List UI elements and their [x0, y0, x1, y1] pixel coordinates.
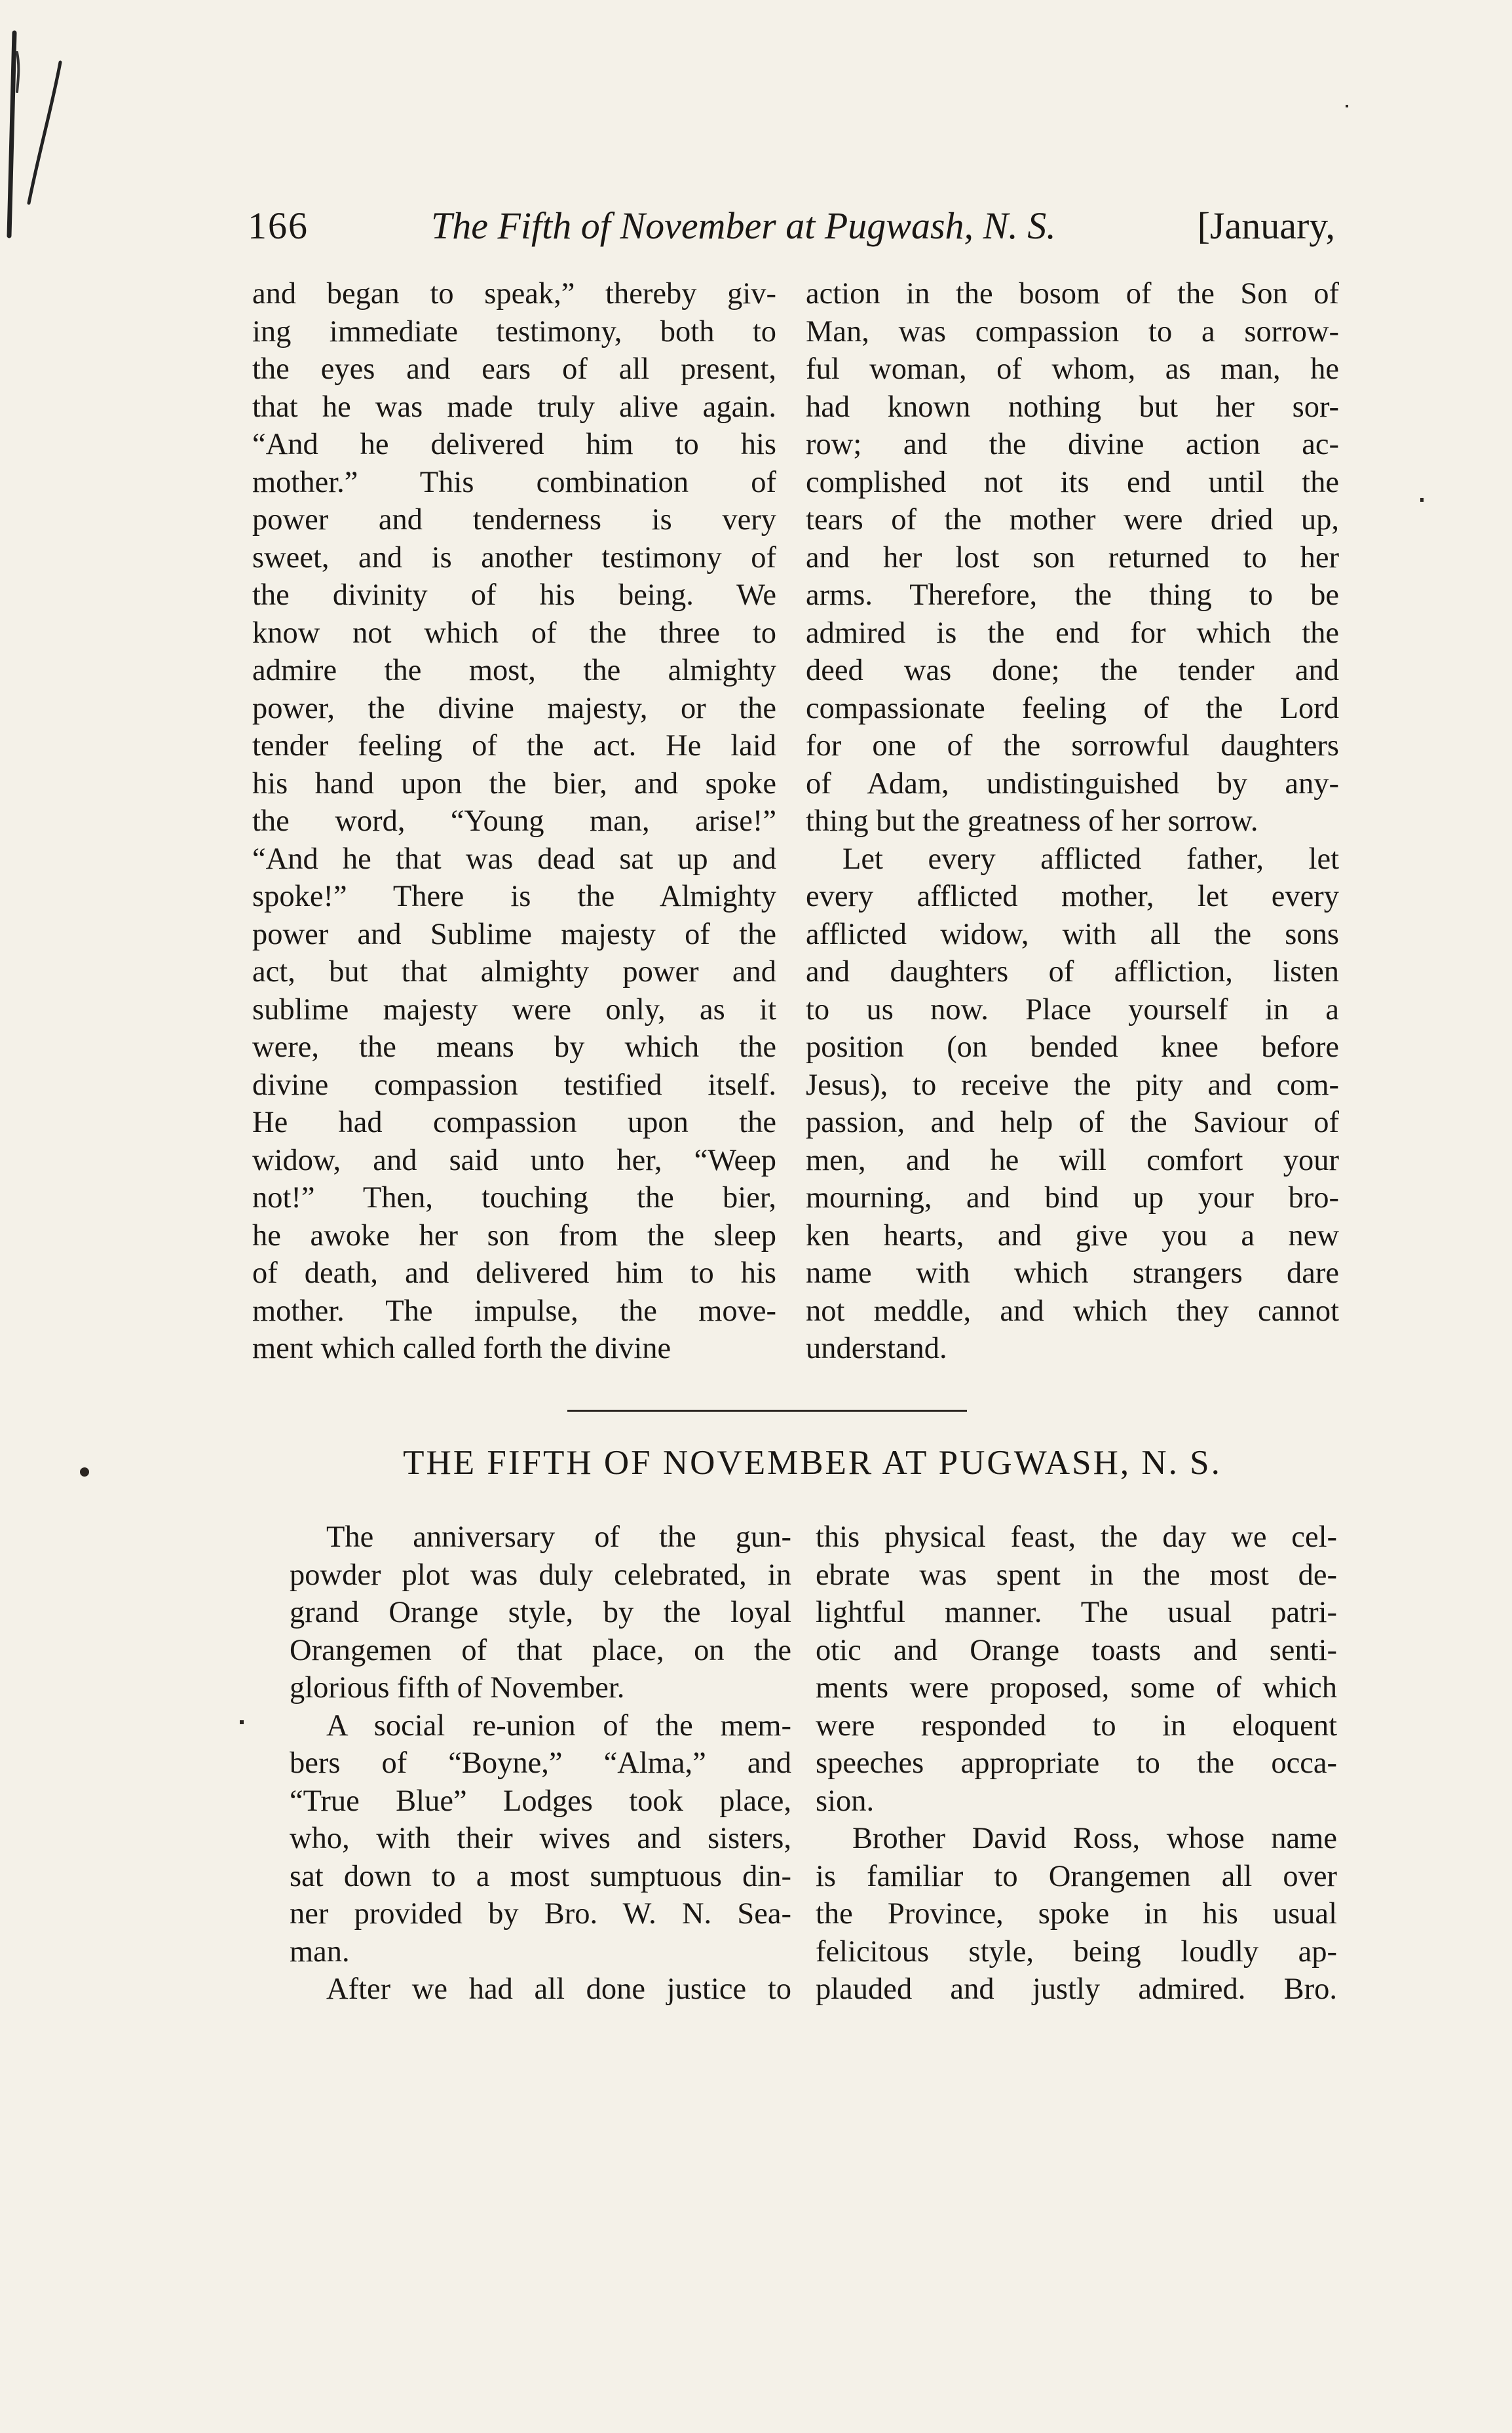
text-line: ebrate was spent in the most de-: [816, 1558, 1337, 1592]
text-line: ments were proposed, some of which: [816, 1671, 1337, 1705]
page-number: 166: [248, 204, 309, 247]
text-line: were, the means by which the: [252, 1030, 776, 1064]
text-line: sublime majesty were only, as it: [252, 992, 776, 1027]
header-month: [January,: [1197, 204, 1335, 247]
text-line: power and tenderness is very: [252, 503, 776, 537]
text-line: to us now. Place yourself in a: [806, 992, 1339, 1027]
margin-speck: [1420, 498, 1424, 502]
text-line: “True Blue” Lodges took place,: [290, 1784, 791, 1818]
text-line: ner provided by Bro. W. N. Sea-: [290, 1897, 791, 1931]
text-line: compassionate feeling of the Lord: [806, 691, 1339, 725]
text-line: his hand upon the bier, and spoke: [252, 766, 776, 801]
section-divider: [567, 1410, 967, 1412]
text-column-top-left: [252, 275, 776, 1368]
text-line: sat down to a most sumptuous din-: [290, 1859, 791, 1893]
text-line: men, and he will comfort your: [806, 1143, 1339, 1177]
margin-speck: [1346, 105, 1348, 107]
text-line: Jesus), to receive the pity and com-: [806, 1068, 1339, 1102]
text-line: speeches appropriate to the occa-: [816, 1746, 1337, 1780]
running-header: [248, 197, 1335, 255]
text-column-top-right: [806, 275, 1339, 1368]
text-line: this physical feast, the day we cel-: [816, 1520, 1337, 1554]
text-line: he awoke her son from the sleep: [252, 1218, 776, 1253]
text-line: the Province, spoke in his usual: [816, 1897, 1337, 1931]
text-line: deed was done; the tender and: [806, 654, 1339, 687]
text-line: power and Sublime majesty of the: [252, 917, 776, 951]
article-title: THE FIFTH OF NOVEMBER AT PUGWASH, N. S.: [403, 1444, 1222, 1482]
text-line: the divinity of his being. We: [252, 578, 776, 612]
text-line: Orangemen of that place, on the: [290, 1633, 791, 1667]
text-line: act, but that almighty power and: [252, 955, 776, 989]
text-line: arms. Therefore, the thing to be: [806, 578, 1339, 612]
text-line: were responded to in eloquent: [816, 1708, 1337, 1743]
text-line: of death, and delivered him to his: [252, 1256, 776, 1290]
text-line: ken hearts, and give you a new: [806, 1218, 1339, 1253]
text-line: Brother David Ross, whose name: [852, 1822, 1337, 1855]
text-line: of Adam, undistinguished by any-: [806, 766, 1339, 801]
text-line: admire the most, the almighty: [252, 654, 776, 687]
text-line: “And he that was dead sat up and: [252, 842, 776, 876]
text-line: glorious fifth of November.: [290, 1671, 625, 1705]
text-line: divine compassion testified itself.: [252, 1068, 776, 1102]
text-line: for one of the sorrowful daughters: [806, 729, 1339, 763]
text-line: not!” Then, touching the bier,: [252, 1181, 776, 1215]
text-line: spoke!” There is the Almighty: [252, 880, 776, 913]
text-line: action in the bosom of the Son of: [806, 277, 1339, 311]
text-column-bottom-left: [290, 1518, 791, 2009]
text-line: ful woman, of whom, as man, he: [806, 352, 1339, 386]
text-line: who, with their wives and sisters,: [290, 1822, 791, 1855]
text-line: tears of the mother were dried up,: [806, 503, 1339, 537]
text-line: A social re-union of the mem-: [326, 1708, 791, 1743]
text-line: row; and the divine action ac-: [806, 428, 1339, 461]
text-line: mother.” This combination of: [252, 465, 776, 499]
text-line: sweet, and is another testimony of: [252, 540, 776, 575]
text-line: and began to speak,” thereby giv-: [252, 277, 776, 311]
text-line: know not which of the three to: [252, 616, 776, 650]
text-line: that he was made truly alive again.: [252, 390, 776, 424]
text-line: After we had all done justice to: [326, 1972, 791, 2006]
text-line: position (on bended knee before: [806, 1030, 1339, 1064]
text-line: not meddle, and which they cannot: [806, 1294, 1339, 1328]
text-line: Man, was compassion to a sorrow-: [806, 314, 1339, 349]
text-line: admired is the end for which the: [806, 616, 1339, 650]
text-column-bottom-right: [816, 1518, 1337, 2009]
text-line: afflicted widow, with all the sons: [806, 917, 1339, 951]
text-line: thing but the greatness of her sorrow.: [806, 804, 1258, 838]
text-line: and daughters of affliction, listen: [806, 955, 1339, 989]
text-line: The anniversary of the gun-: [326, 1520, 791, 1554]
text-line: grand Orange style, by the loyal: [290, 1596, 791, 1629]
text-line: man.: [290, 1934, 350, 1969]
text-line: Let every afflicted father, let: [842, 842, 1339, 876]
text-line: felicitous style, being loudly ap-: [816, 1934, 1337, 1969]
text-line: the word, “Young man, arise!”: [252, 804, 776, 838]
running-title: The Fifth of November at Pugwash, N. S.: [431, 204, 1056, 247]
text-line: mother. The impulse, the move-: [252, 1294, 776, 1328]
text-line: powder plot was duly celebrated, in: [290, 1558, 791, 1592]
text-line: mourning, and bind up your bro-: [806, 1181, 1339, 1215]
text-line: complished not its end until the: [806, 465, 1339, 499]
text-line: power, the divine majesty, or the: [252, 691, 776, 725]
text-line: is familiar to Orangemen all over: [816, 1859, 1337, 1893]
margin-speck: [80, 1467, 89, 1477]
text-line: ment which called forth the divine: [252, 1332, 671, 1365]
text-line: lightful manner. The usual patri-: [816, 1596, 1337, 1629]
text-line: bers of “Boyne,” “Alma,” and: [290, 1746, 791, 1780]
text-line: had known nothing but her sor-: [806, 390, 1339, 424]
text-line: passion, and help of the Saviour of: [806, 1106, 1339, 1139]
text-line: name with which strangers dare: [806, 1256, 1339, 1290]
text-line: otic and Orange toasts and senti-: [816, 1633, 1337, 1667]
text-line: ing immediate testimony, both to: [252, 314, 776, 349]
text-line: understand.: [806, 1332, 947, 1365]
margin-speck: [240, 1720, 244, 1724]
text-line: and her lost son returned to her: [806, 540, 1339, 575]
text-line: He had compassion upon the: [252, 1106, 776, 1139]
text-line: tender feeling of the act. He laid: [252, 729, 776, 763]
text-line: widow, and said unto her, “Weep: [252, 1143, 776, 1177]
text-line: plauded and justly admired. Bro.: [816, 1972, 1337, 2006]
text-line: every afflicted mother, let every: [806, 880, 1339, 913]
text-line: the eyes and ears of all present,: [252, 352, 776, 386]
text-line: “And he delivered him to his: [252, 428, 776, 461]
pencil-mark: [0, 26, 92, 242]
text-line: sion.: [816, 1784, 875, 1818]
